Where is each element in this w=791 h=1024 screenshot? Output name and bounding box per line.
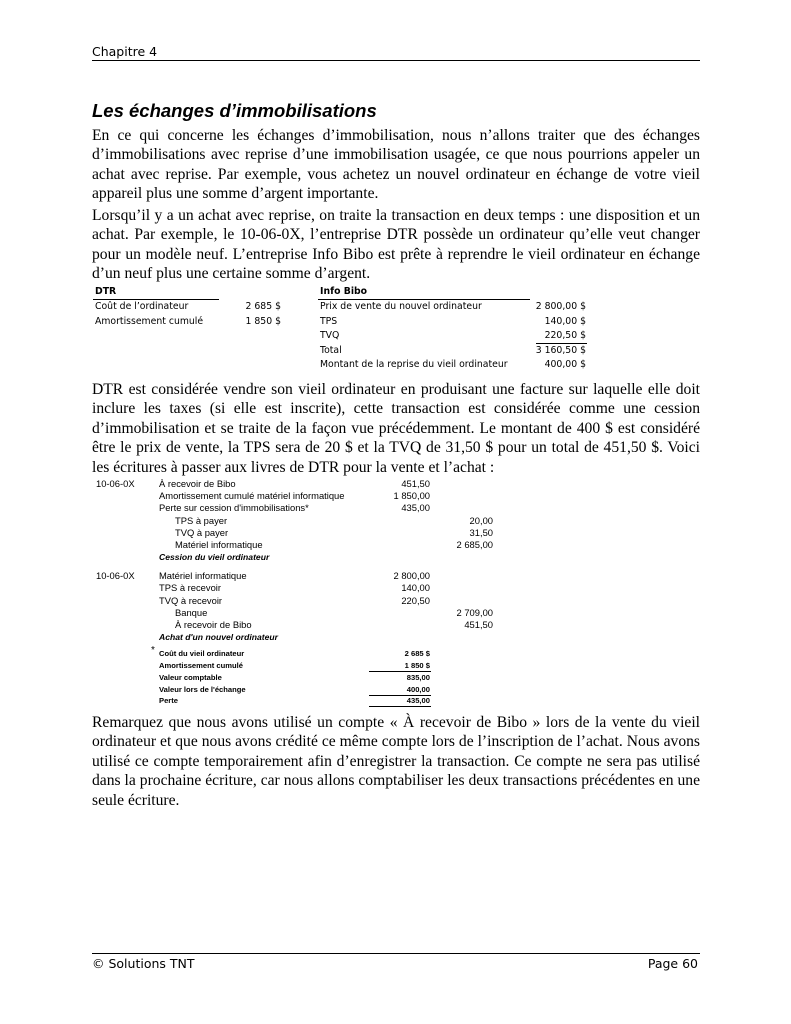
loss-row-label: Perte bbox=[159, 696, 178, 705]
entry-credit: 2 709,00 bbox=[456, 607, 493, 618]
paragraph-sale: DTR est considérée vendre son vieil ordinateur en produisant une facture sur laquelle elle doit inclure les taxes (si elle est inscrite), cette transaction est considérée comme une cession d’immobilisation et se traite de la façon vue précédemment. Le montant de 400 $ est considéré être le prix de vente, la TPS sera de 20 $ et la TVQ de 31,50 $ pour un total de 451,50 $. Voici les écritures à passer aux livres de DTR pour la vente et l’achat : bbox=[92, 381, 700, 476]
entry-credit: 31,50 bbox=[469, 527, 493, 538]
bibo-heading: Info Bibo bbox=[320, 286, 368, 297]
entry-credit: 451,50 bbox=[464, 619, 493, 630]
entry-debit: 2 800,00 bbox=[393, 570, 430, 581]
dtr-row-label: Amortissement cumulé bbox=[95, 316, 204, 327]
dtr-heading-rule bbox=[93, 299, 219, 300]
loss-row-value: 400,00 bbox=[406, 685, 430, 694]
bibo-row-label: TPS bbox=[320, 316, 338, 327]
entry-account: Banque bbox=[175, 607, 208, 618]
loss-row-value: 435,00 bbox=[406, 696, 430, 705]
subtotal-rule bbox=[369, 671, 431, 672]
entry-account: Perte sur cession d'immobilisations* bbox=[159, 502, 309, 513]
bibo-row-label: Total bbox=[320, 345, 342, 356]
dtr-row-label: Coût de l’ordinateur bbox=[95, 301, 189, 312]
loss-row-label: Coût du vieil ordinateur bbox=[159, 649, 245, 658]
entry-account: TVQ à recevoir bbox=[159, 595, 223, 606]
bibo-row-value: 220,50 $ bbox=[544, 330, 586, 341]
entry-account: Matériel informatique bbox=[159, 570, 247, 581]
bibo-row-label: Montant de la reprise du vieil ordinateur bbox=[320, 359, 508, 370]
loss-row-label: Valeur comptable bbox=[159, 673, 222, 682]
entry-description: Cession du vieil ordinateur bbox=[159, 552, 270, 562]
entry-account: À recevoir de Bibo bbox=[175, 619, 252, 630]
paragraph-example: Lorsqu’il y a un achat avec reprise, on traite la transaction en deux temps : une disposition et un achat. Par exemple, le 10-06-0X, l’entreprise DTR possède un ordinateur qu’elle veut changer pour un modèle neuf. L’entreprise Info Bibo est prête à reprendre le vieil ordinateur en échange d’un neuf plus une certaine somme d’argent. bbox=[92, 207, 700, 283]
bibo-row-label: TVQ bbox=[320, 330, 340, 341]
entry-account: TVQ à payer bbox=[175, 527, 229, 538]
footnote-marker: * bbox=[151, 645, 155, 656]
entry-description: Achat d'un nouvel ordinateur bbox=[159, 632, 279, 642]
entry-date: 10-06-0X bbox=[96, 478, 135, 489]
paragraph-remark: Remarquez que nous avons utilisé un compte « À recevoir de Bibo » lors de la vente du vieil ordinateur et que nous avons crédité ce même compte lors de l’inscription de l’achat. Nous avons utilisé ce compte temporairement afin d’enregistrer la transaction. Ce compte ne sera pas utilisé dans la prochaine écriture, car nous allons comptabiliser les deux transactions précédentes en une seule écriture. bbox=[92, 714, 700, 809]
page-footer bbox=[92, 953, 700, 971]
bibo-heading-rule bbox=[318, 299, 530, 300]
entry-account: À recevoir de Bibo bbox=[159, 478, 236, 489]
entry-debit: 435,00 bbox=[401, 502, 430, 513]
bibo-row-value: 3 160,50 $ bbox=[535, 345, 586, 356]
loss-row-value: 2 685 $ bbox=[404, 649, 430, 658]
subtotal-rule bbox=[536, 343, 587, 344]
chapter-label: Chapitre 4 bbox=[92, 44, 158, 59]
dtr-row-value: 1 850 $ bbox=[245, 316, 281, 327]
entry-account: Matériel informatique bbox=[175, 539, 263, 550]
loss-row-label: Amortissement cumulé bbox=[159, 661, 243, 670]
loss-row-label: Valeur lors de l'échange bbox=[159, 685, 246, 694]
bibo-row-label: Prix de vente du nouvel ordinateur bbox=[320, 301, 482, 312]
entry-credit: 2 685,00 bbox=[456, 539, 493, 550]
entry-debit: 140,00 bbox=[401, 582, 430, 593]
section-title: Les échanges d’immobilisations bbox=[92, 100, 377, 121]
loss-row-value: 1 850 $ bbox=[404, 661, 430, 670]
entry-account: Amortissement cumulé matériel informatique bbox=[159, 490, 345, 501]
entry-credit: 20,00 bbox=[469, 515, 493, 526]
dtr-row-value: 2 685 $ bbox=[245, 301, 281, 312]
page-number: Page 60 bbox=[647, 956, 698, 971]
copyright-text: © Solutions TNT bbox=[92, 956, 195, 971]
total-rule bbox=[369, 706, 431, 707]
entry-date: 10-06-0X bbox=[96, 570, 135, 581]
entry-debit: 451,50 bbox=[401, 478, 430, 489]
entry-debit: 220,50 bbox=[401, 595, 430, 606]
entry-account: TPS à payer bbox=[175, 515, 228, 526]
bibo-row-value: 2 800,00 $ bbox=[535, 301, 586, 312]
paragraph-intro: En ce qui concerne les échanges d’immobilisation, nous n’allons traiter que des échanges d’immobilisations avec reprise d’une immobilisation usagée, ce que nous pourrions appeler un achat avec reprise. Par exemple, vous achetez un nouvel ordinateur en échange de votre vieil appareil plus une somme d’argent importante. bbox=[92, 127, 700, 203]
dtr-heading: DTR bbox=[95, 286, 117, 297]
entry-debit: 1 850,00 bbox=[393, 490, 430, 501]
page-header bbox=[92, 44, 700, 61]
bibo-row-value: 140,00 $ bbox=[544, 316, 586, 327]
entry-account: TPS à recevoir bbox=[159, 582, 221, 593]
loss-row-value: 835,00 bbox=[406, 673, 430, 682]
bibo-row-value: 400,00 $ bbox=[544, 359, 586, 370]
